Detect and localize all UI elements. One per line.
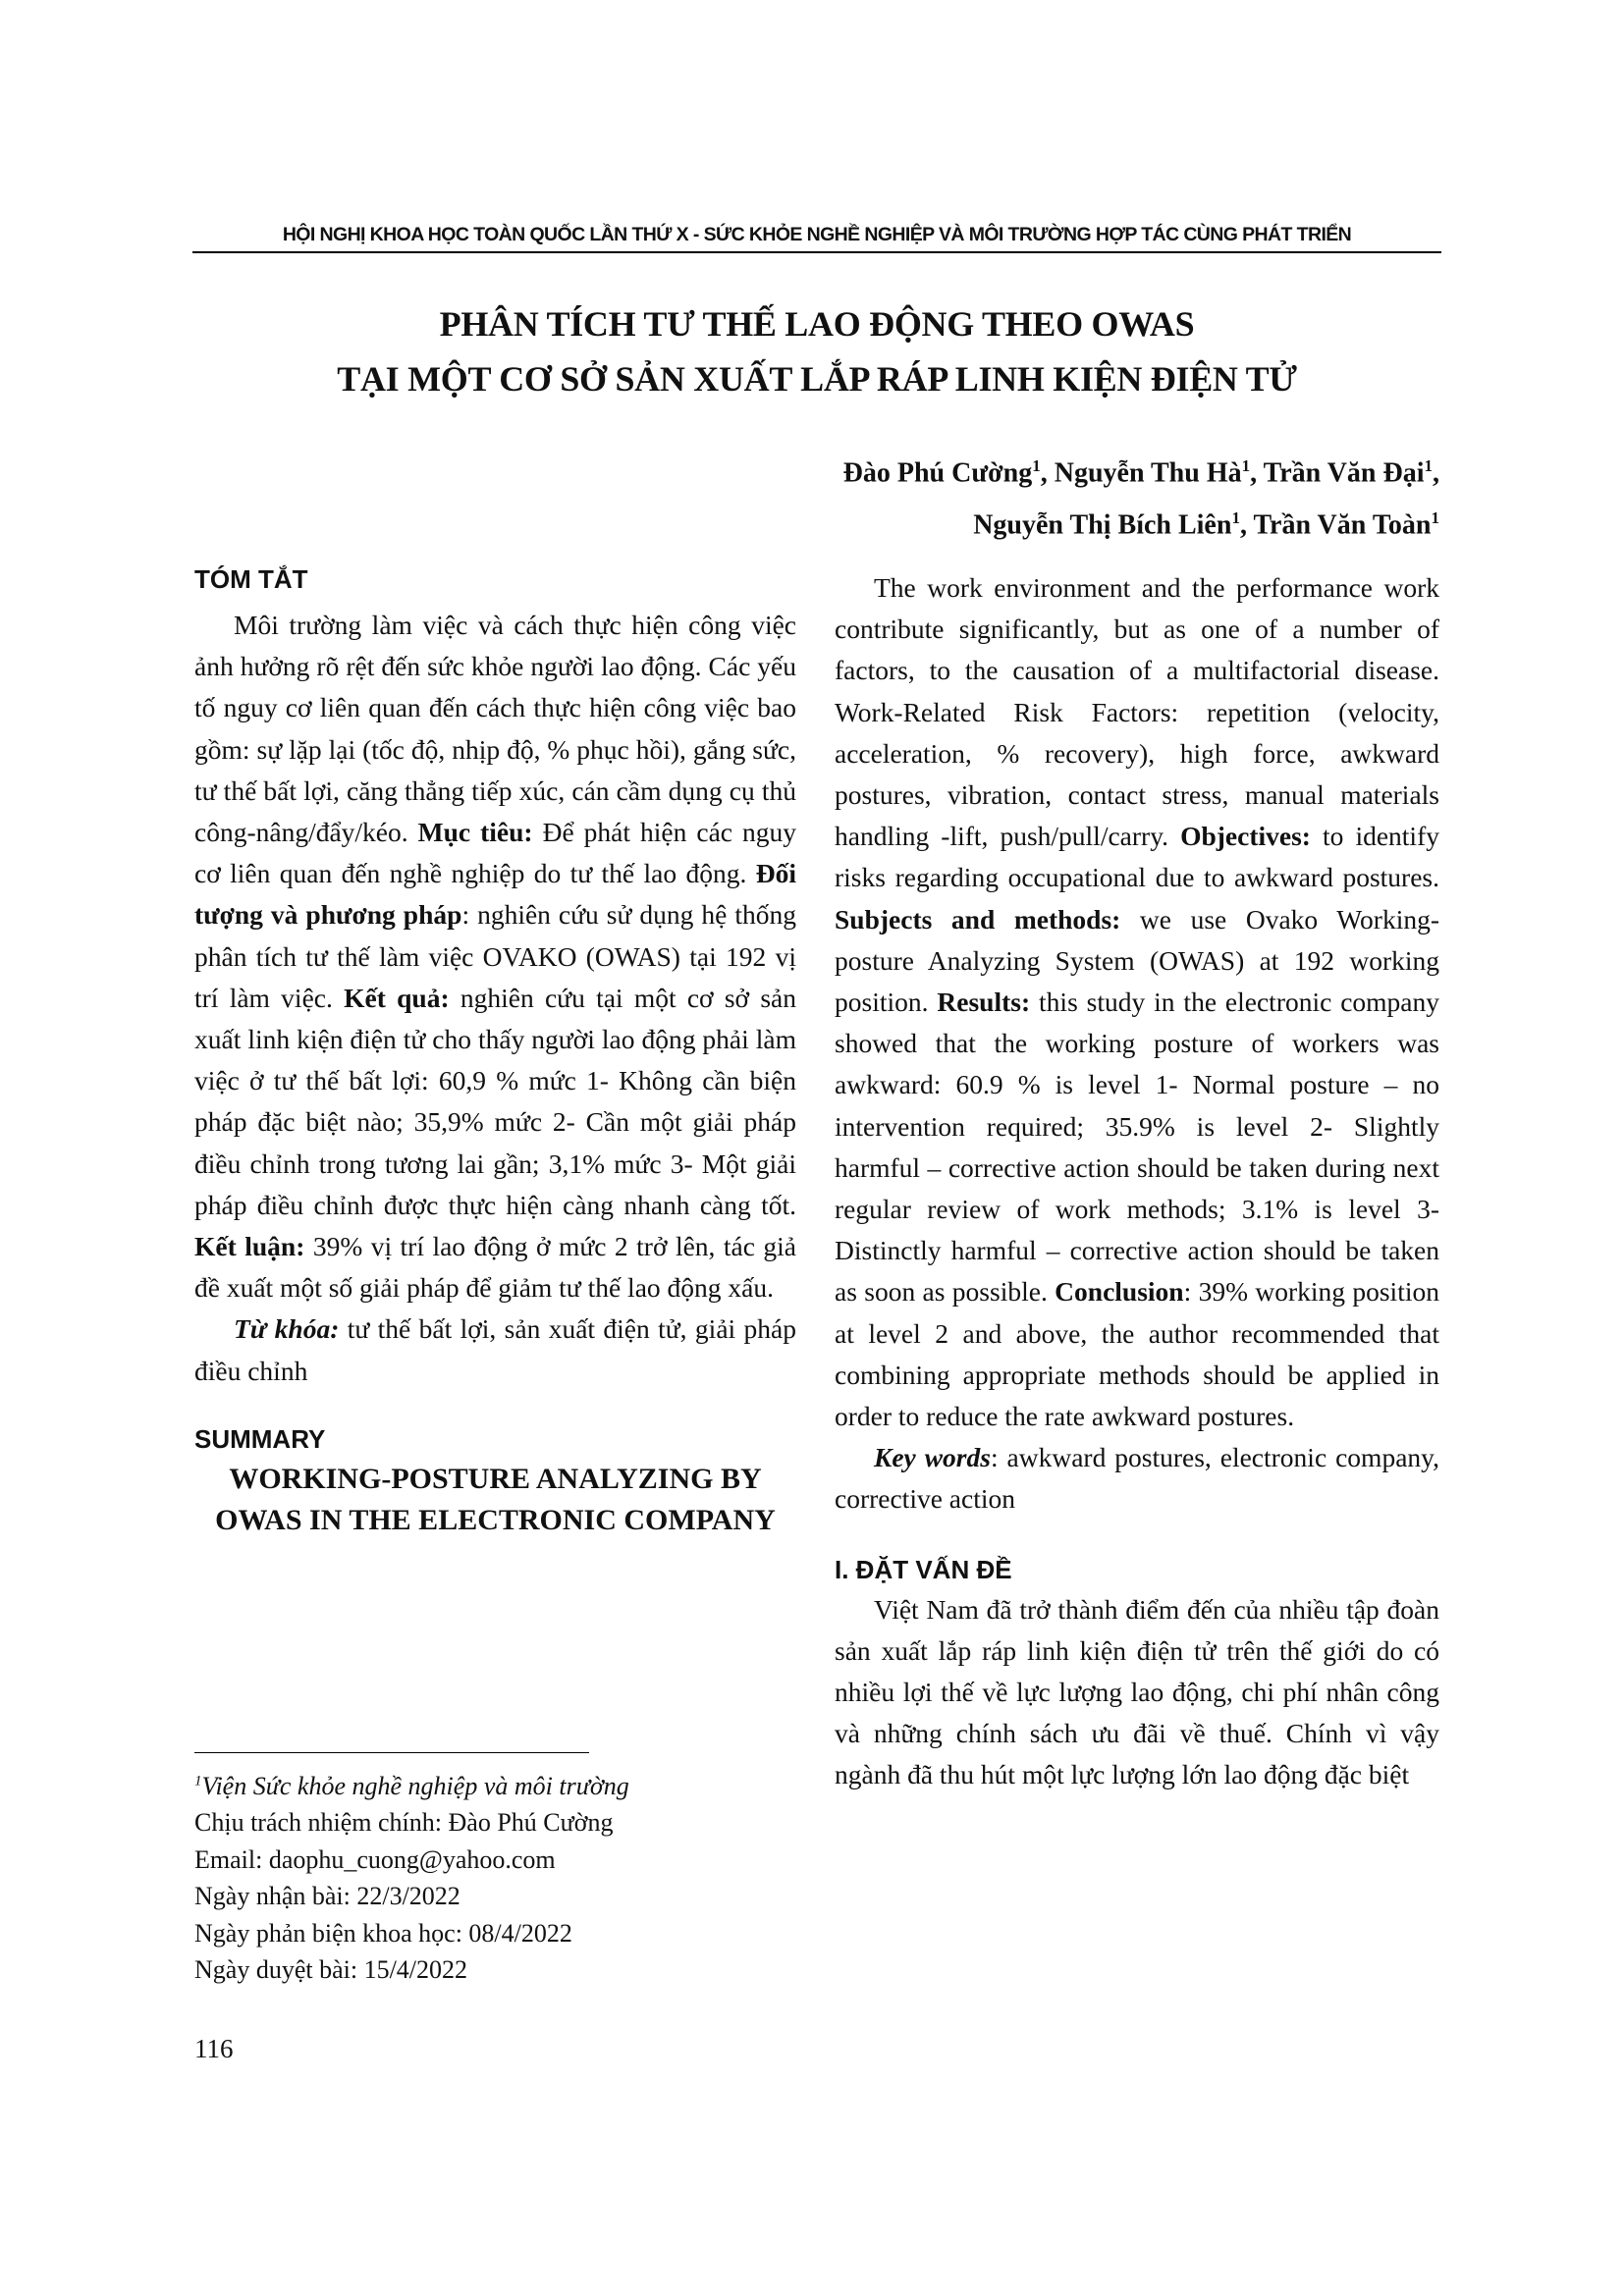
title-line-1: PHÂN TÍCH TƯ THẾ LAO ĐỘNG THEO OWAS [439, 304, 1195, 344]
abstract-vi-body: Môi trường làm việc và cách thực hiện công việc ảnh hưởng rõ rệt đến sức khỏe người lao động. Các yếu tố nguy cơ liên quan đến cách thực hiện công việc bao gồm: sự lặp lại (tốc độ, nhịp độ, % phục hồi), gắng sức, tư thế bất lợi, căng thẳng tiếp xúc, cán cầm dụng cụ thủ công-nâng/đẩy/kéo. Mục tiêu: Để phát hiện các nguy cơ liên quan đến nghề nghiệp do tư thế lao động. Đối tượng và phương pháp: nghiên cứu sử dụng hệ thống phân tích tư thế làm việc OVAKO (OWAS) tại 192 vị trí làm việc. Kết quả: nghiên cứu tại một cơ sở sản xuất linh kiện điện tử cho thấy người lao động phải làm việc ở tư thế bất lợi: 60,9 % mức 1- Không cần biện pháp đặc biệt nào; 35,9% mức 2- Cần một giải pháp điều chỉnh trong tương lai gần; 3,1% mức 3- Một giải pháp điều chỉnh được thực hiện càng nhanh càng tốt. Kết luận: 39% vị trí lao động ở mức 2 trở lên, tác giả đề xuất một số giải pháp để giảm tư thế lao động xấu. [194, 610, 797, 1304]
author: Trần Văn Đại [1263, 457, 1425, 489]
section-1-heading: I. ĐẶT VẤN ĐỀ [835, 1554, 1012, 1584]
right-column [835, 567, 1439, 1796]
abstract-vi-heading: TÓM TẮT [194, 564, 308, 594]
title-line-2: TẠI MỘT CƠ SỞ SẢN XUẤT LẮP RÁP LINH KIỆN ĐIỆN TỬ [337, 359, 1297, 399]
section-1-body: Việt Nam đã trở thành điểm đến của nhiều tập đoàn sản xuất lắp ráp linh kiện điện tử trên thế giới do có nhiều lợi thế về lực lượng lao động, chi phí nhân công và những chính sách ưu đãi về thuế. Chính vì vậy ngành đã thu hút một lực lượng lớn lao động đặc biệt [835, 1593, 1439, 1790]
author: Nguyễn Thị Bích Liên [973, 509, 1232, 541]
running-header: HỘI NGHỊ KHOA HỌC TOÀN QUỐC LẦN THỨ X - SỨC KHỎE NGHỀ NGHIỆP VÀ MÔI TRƯỜNG HỢP TÁC CÙNG PHÁT TRIỂN [282, 224, 1352, 245]
author: Trần Văn Toàn [1253, 509, 1432, 541]
email: Email: daophu_cuong@yahoo.com [194, 1844, 556, 1874]
footnote-rule [194, 1752, 589, 1753]
header-rule [192, 251, 1441, 253]
abstract-en-body: The work environment and the performance work contribute significantly, but as one of a number of factors, to the causation of a multifactorial disease. Work-Related Risk Factors: repetition (velocity, acceleration, % recovery), high force, awkward postures, vibration, contact stress, manual materials handling -lift, push/pull/carry. Objectives: to identify risks regarding occupational due to awkward postures. Subjects and methods: we use Ovako Working-posture Analyzing System (OWAS) at 192 working position. Results: this study in the electronic company showed that the working posture of workers was awkward: 60.9 % is level 1- Normal posture – no intervention required; 35.9% is level 2- Slightly harmful – corrective action should be taken during next regular review of work methods; 3.1% is level 3- Distinctly harmful – corrective action should be taken as soon as possible. Conclusion: 39% working position at level 2 and above, the author recommended that combining appropriate methods should be applied in order to reduce the rate awkward postures. [835, 572, 1440, 1432]
footnote: $^1$Viện Sức khỏe nghề nghiệp và môi trường Chịu trách nhiệm chính: Đào Phú Cường Email: daophu_cuong@yahoo.com Ngày nhận bài: 22/3/2022 Ngày phản biện khoa học: 08/4/2022 Ngày duyệt bài: 15/4/2022 [194, 1771, 629, 1985]
article-title [192, 296, 1441, 406]
keywords-en: Key words: awkward postures, electronic company, corrective action [835, 1442, 1439, 1515]
page-number: 116 [194, 2034, 234, 2063]
summary-heading: SUMMARY [194, 1423, 326, 1454]
summary-title: WORKING-POSTURE ANALYZING BY OWAS IN THE ELECTRONIC COMPANY [215, 1462, 776, 1536]
keywords-vi: Từ khóa: tư thế bất lợi, sản xuất điện tử, giải pháp điều chỉnh [194, 1313, 796, 1386]
left-column [194, 560, 796, 1541]
author: Đào Phú Cường [842, 457, 1033, 489]
author: Nguyễn Thu Hà [1054, 457, 1242, 489]
author-list: Đào Phú Cường$^1$, Nguyễn Thu $Hà^1$, Trần Văn Đại$^1$, Nguyễn Thị Bích Liên$^1$, Trần Văn Toàn$^1$ [842, 456, 1439, 541]
